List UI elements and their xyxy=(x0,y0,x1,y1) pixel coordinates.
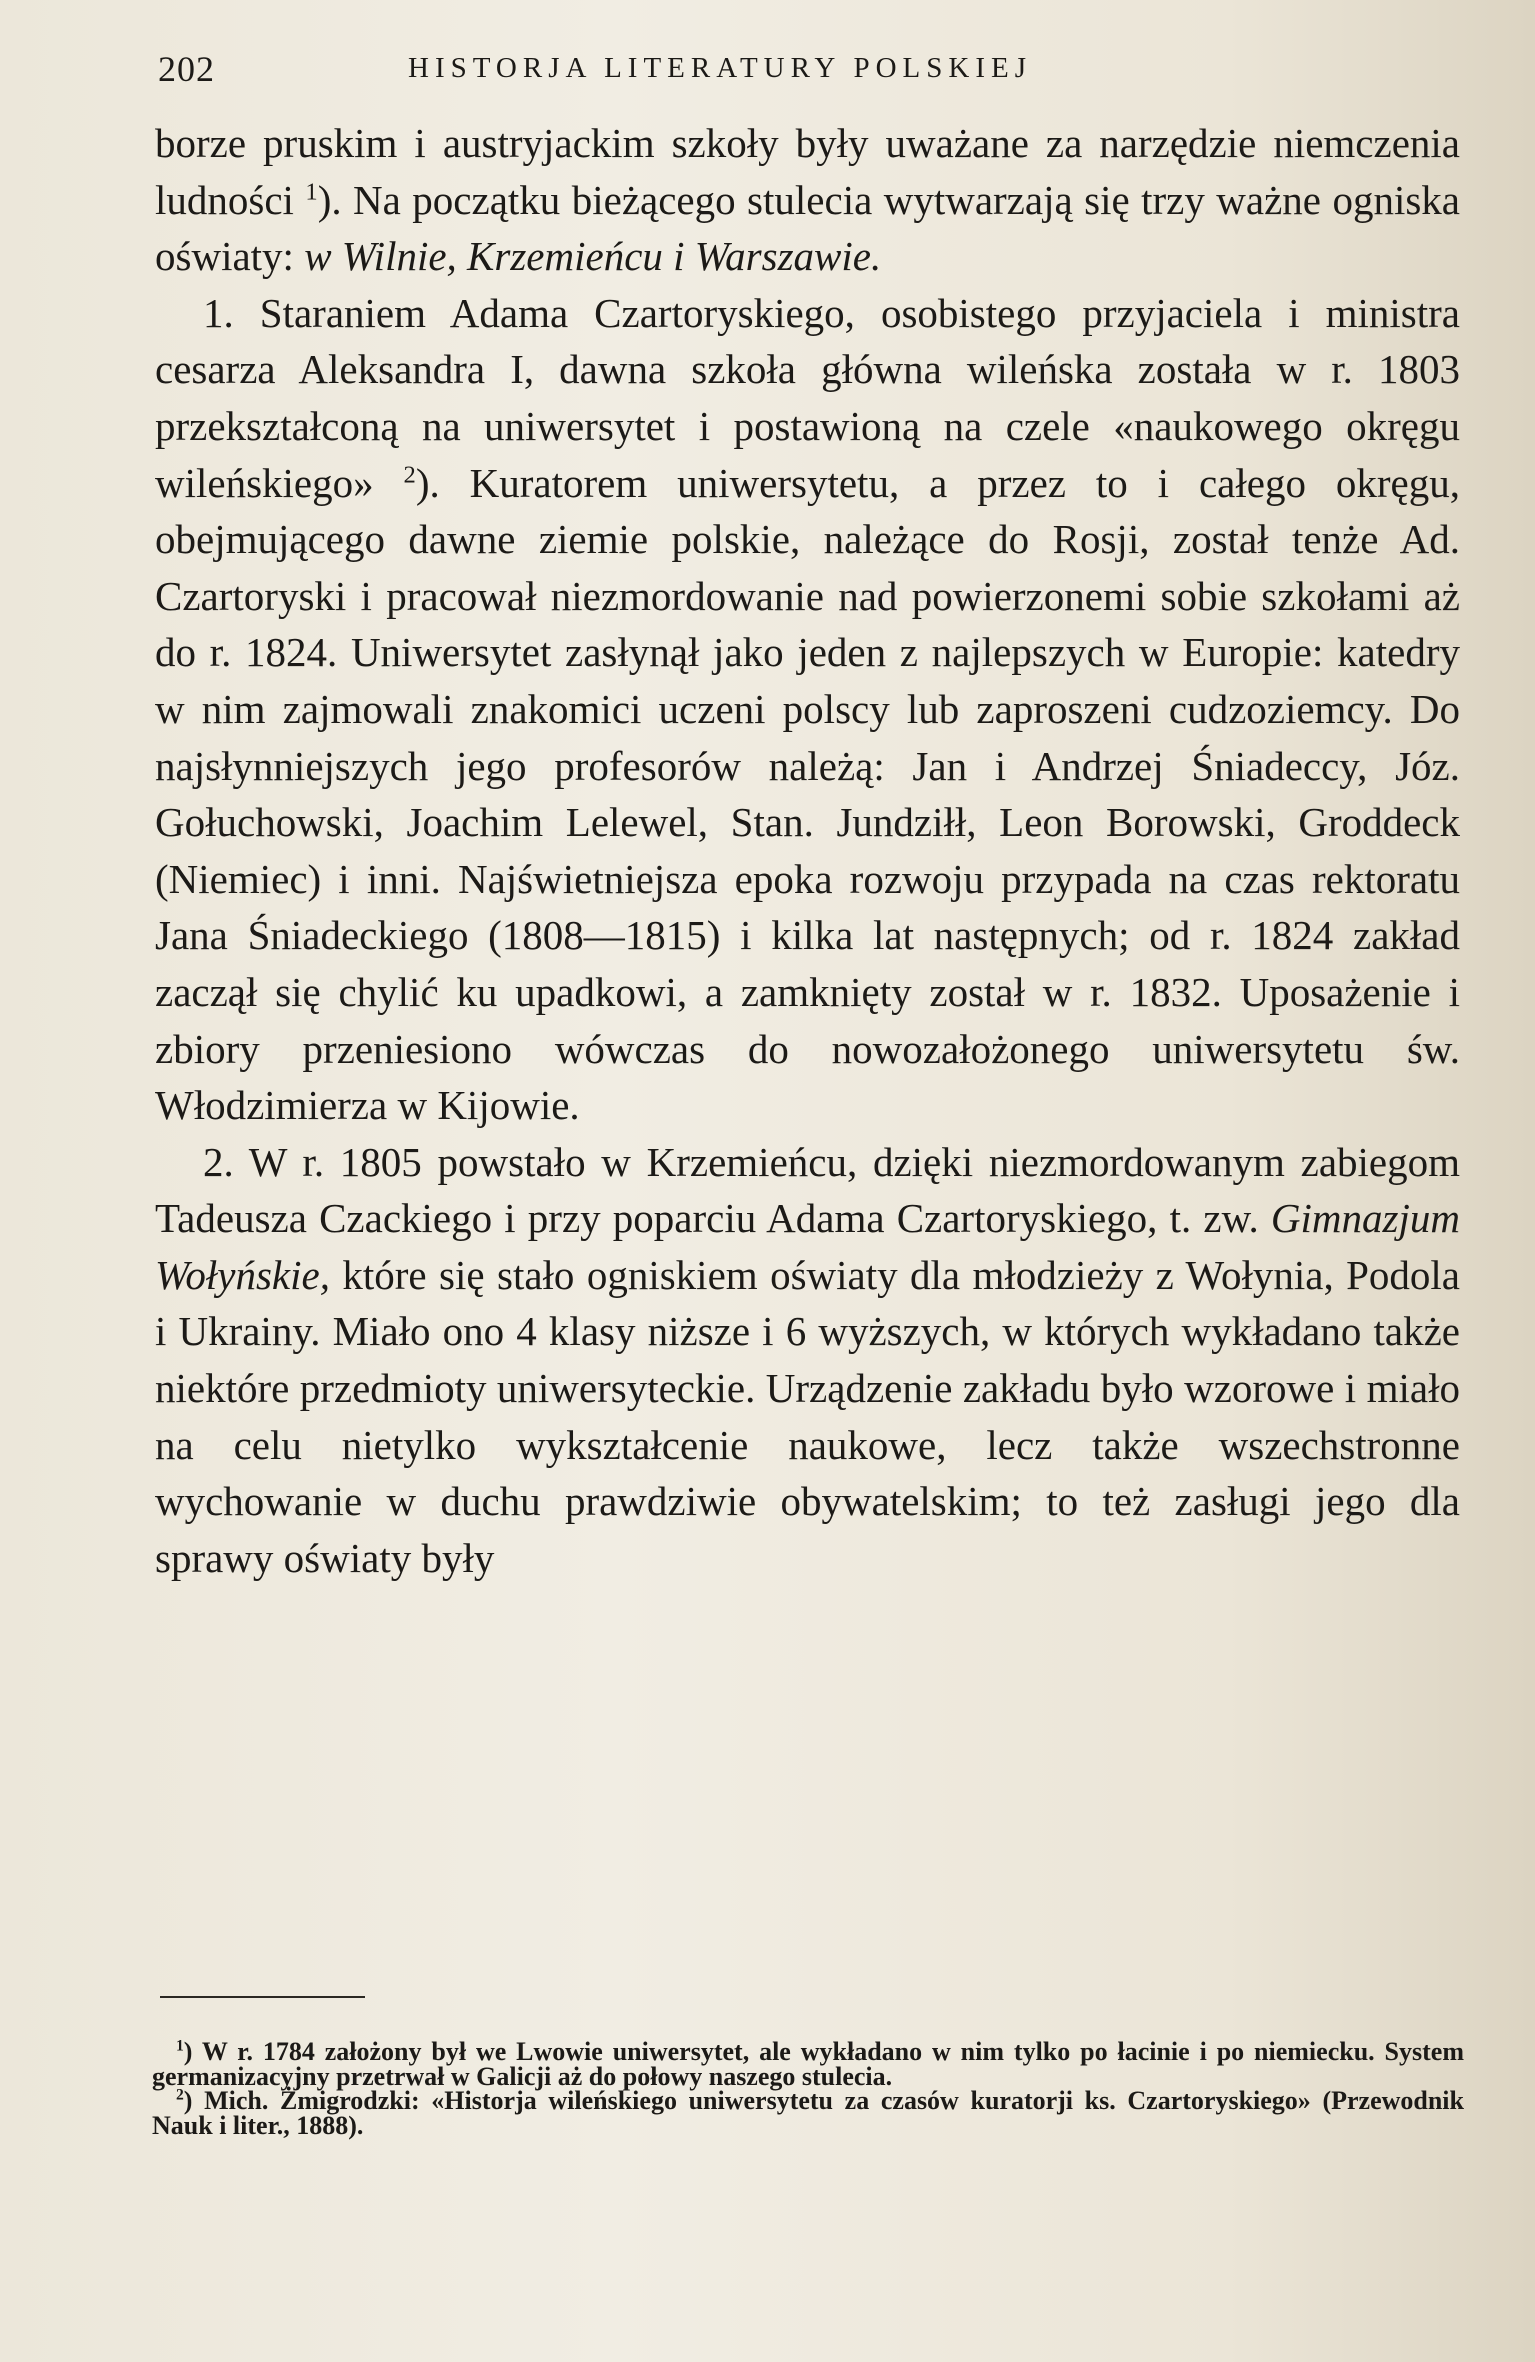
footnote-2 xyxy=(152,2086,1464,2140)
footnote-ref-1: 1 xyxy=(305,177,318,205)
paragraph-1-italic: w Wilnie, Krzemieńcu i Warszawie. xyxy=(304,233,882,280)
paragraph-3-text: 2. W r. 1805 powstało w Krzemieńcu, dzięki niezmordowanym zabiegom Tadeusza Czackiego i przy poparciu Adama Czartoryskiego, t. zw. xyxy=(155,1138,1460,1242)
footnote-1-mark: 1 xyxy=(176,2037,184,2055)
paragraph-1-text-cont: ). Na początku bieżącego stulecia wytwarzają się trzy ważne ogniska oświaty: xyxy=(155,176,1460,280)
body-text xyxy=(155,115,1460,1586)
paragraph-2 xyxy=(155,285,1460,1134)
paragraph-1 xyxy=(155,115,1460,285)
running-head: HISTORJA LITERATURY POLSKIEJ xyxy=(408,52,1032,84)
footnote-2-text: ) Mich. Żmigrodzki: «Historja wileńskiego uniwersytetu za czasów kuratorji ks. Czartoryskiego» (Przewodnik Nauk i liter., 1888). xyxy=(152,2086,1464,2140)
footnote-separator xyxy=(160,1996,365,1998)
page-number: 202 xyxy=(158,49,215,89)
paragraph-2-text: 1. Staraniem Adama Czartoryskiego, osobistego przyjaciela i ministra cesarza Aleksandra I, dawna szkoła główna wileńska została w r. 1803 przekształconą na uniwersytet i postawioną na czele «naukowego okręgu wileńskiego» xyxy=(155,289,1460,506)
footnote-1 xyxy=(152,2037,1464,2091)
paragraph-3-text-cont: które się stało ogniskiem oświaty dla młodzieży z Wołynia, Podola i Ukrainy. Miało ono 4 klasy niższe i 6 wyższych, w których wykładano także niektóre przedmioty uniwersyteckie. Urządzenie zakładu było wzorowe i miało na celu nietylko wykształcenie naukowe, lecz także wszechstronne wychowanie w duchu prawdziwie obywatelskim; to też zasługi jego dla sprawy oświaty były xyxy=(155,1251,1460,1581)
footnotes xyxy=(152,2037,1464,2140)
paragraph-1-text: borze pruskim i austryjackim szkoły były uważane za narzędzie niemczenia ludności xyxy=(155,120,1460,223)
paragraph-3-italic: Gimnazjum Wołyńskie, xyxy=(155,1195,1460,1298)
footnote-2-mark: 2 xyxy=(176,2086,184,2104)
footnote-ref-2: 2 xyxy=(403,460,416,488)
footnote-1-text: ) W r. 1784 założony był we Lwowie uniwersytet, ale wykładano w nim tylko po łacinie i po niemiecku. System germanizacyjny przetrwał w Galicji aż do połowy naszego stulecia. xyxy=(152,2037,1464,2091)
page-header xyxy=(158,48,1458,98)
paragraph-3 xyxy=(155,1134,1460,1587)
paragraph-2-text-cont: ). Kuratorem uniwersytetu, a przez to i całego okręgu, obejmującego dawne ziemie polskie, należące do Rosji, został tenże Ad. Czartoryski i pracował niezmordowanie nad powierzonemi sobie szkołami aż do r. 1824. Uniwersytet zasłynął jako jeden z najlepszych w Europie: katedry w nim zajmowali znakomici uczeni polscy lub zaproszeni cudzoziemcy. Do najsłynniejszych jego profesorów należą: Jan i Andrzej Śniadeccy, Józ. Gołuchowski, Joachim Lelewel, Stan. Jundziłł, Leon Borowski, Groddeck (Niemiec) i inni. Najświetniejsza epoka rozwoju przypada na czas rektoratu Jana Śniadeckiego (1808—1815) i kilka lat następnych; od r. 1824 zakład zaczął się chylić ku upadkowi, a zamknięty został w r. 1832. Uposażenie i zbiory przeniesiono wówczas do nowozałożonego uniwersytetu św. Włodzimierza w Kijowie. xyxy=(155,459,1460,1129)
